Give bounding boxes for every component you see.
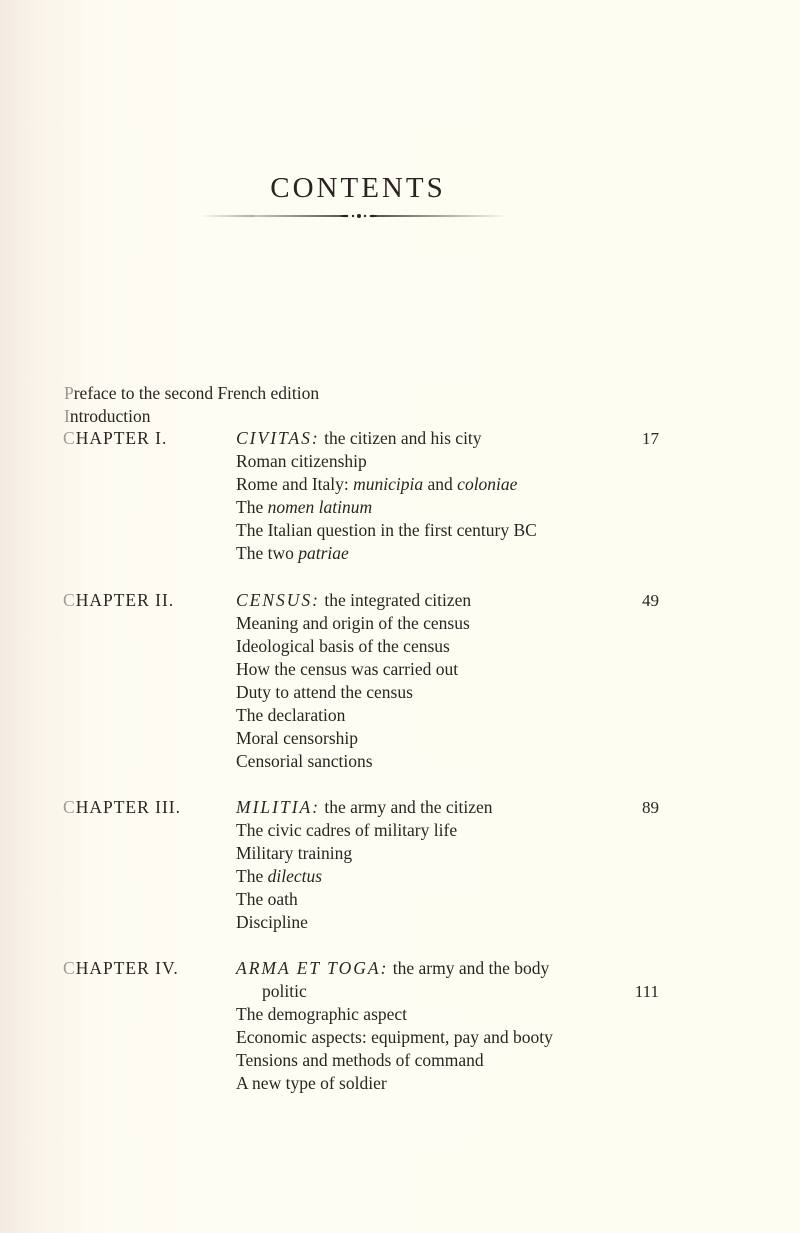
initial-letter: C <box>63 428 76 448</box>
front-matter-item <box>64 405 151 428</box>
section-item <box>236 681 413 704</box>
chapter-number: HAPTER III. <box>75 797 181 817</box>
section-item <box>236 1049 484 1072</box>
section-text: Tensions and methods of command <box>236 1050 484 1070</box>
section-item <box>236 842 352 865</box>
chapter-number: HAPTER II. <box>75 590 175 610</box>
item-text: reface to the second French edition <box>73 383 320 403</box>
section-text: A new type of soldier <box>236 1073 387 1093</box>
page-title: CONTENTS <box>270 172 446 204</box>
section-item <box>236 1026 553 1049</box>
section-item <box>236 519 537 542</box>
latin-term: municipia <box>353 474 424 494</box>
chapter-subtitle: the integrated citizen <box>320 590 472 610</box>
page-number: 17 <box>642 429 659 448</box>
front-matter-item <box>64 382 319 405</box>
section-text: and <box>423 474 458 494</box>
section-item <box>236 1072 387 1095</box>
section-item <box>236 704 345 727</box>
latin-term: coloniae <box>457 474 518 494</box>
section-item <box>236 542 349 565</box>
section-item <box>236 496 372 519</box>
section-text: The civic cadres of military life <box>236 820 458 840</box>
section-text: Censorial sanctions <box>236 751 373 771</box>
initial-letter: P <box>64 383 74 403</box>
latin-term: dilectus <box>267 866 323 886</box>
section-text: How the census was carried out <box>236 659 459 679</box>
section-text: The <box>236 497 268 517</box>
section-text: Moral censorship <box>236 728 358 748</box>
chapter-latin-title: CIVITAS: <box>236 428 320 448</box>
chapter-subtitle: the citizen and his city <box>319 428 482 448</box>
section-text: Duty to attend the census <box>236 682 413 702</box>
section-item <box>236 1003 407 1026</box>
latin-term: patriae <box>298 543 349 563</box>
section-item <box>236 727 358 750</box>
chapter-latin-title: CENSUS: <box>236 590 320 610</box>
section-item <box>236 865 322 888</box>
initial-letter: C <box>63 958 76 978</box>
page-number: 111 <box>634 982 659 1001</box>
initial-letter: C <box>63 797 76 817</box>
chapter-subtitle: the army and the citizen <box>320 797 493 817</box>
chapter-label <box>63 589 174 612</box>
chapter-label <box>63 427 167 450</box>
chapter-label <box>63 957 179 980</box>
chapter-latin-title: ARMA ET TOGA: <box>236 958 389 978</box>
section-text: The Italian question in the first century BC <box>236 520 537 540</box>
chapter-heading <box>236 957 549 980</box>
section-text: Meaning and origin of the census <box>236 613 470 633</box>
chapter-number: HAPTER IV. <box>75 958 179 978</box>
section-item <box>236 612 470 635</box>
section-text: Economic aspects: equipment, pay and booty <box>236 1027 553 1047</box>
chapter-heading <box>236 796 493 819</box>
section-text: Discipline <box>236 912 308 932</box>
section-item <box>236 888 298 911</box>
section-item <box>236 450 367 473</box>
section-item <box>236 635 450 658</box>
section-text: Roman citizenship <box>236 451 367 471</box>
ornamental-rule <box>200 211 518 221</box>
section-text: The two <box>236 543 299 563</box>
section-item <box>236 750 373 773</box>
chapter-number: HAPTER I. <box>75 428 168 448</box>
section-item <box>236 819 457 842</box>
section-text: Military training <box>236 843 353 863</box>
chapter-heading-continued: politic <box>262 981 307 1001</box>
initial-letter: I <box>64 406 70 426</box>
section-item <box>236 911 308 934</box>
chapter-latin-title: MILITIA: <box>236 797 321 817</box>
chapter-subtitle: the army and the body <box>388 958 550 978</box>
page-number: 89 <box>642 798 659 817</box>
chapter-label <box>63 796 181 819</box>
chapter-heading <box>236 589 471 612</box>
initial-letter: C <box>63 590 76 610</box>
item-text: ntroduction <box>69 406 151 426</box>
page-number: 49 <box>642 591 659 610</box>
section-text: Ideological basis of the census <box>236 636 450 656</box>
section-text: The demographic aspect <box>236 1004 408 1024</box>
section-item <box>236 473 517 496</box>
section-text: The <box>236 866 268 886</box>
section-text: Rome and Italy: <box>236 474 354 494</box>
section-text: The declaration <box>236 705 346 725</box>
chapter-heading <box>236 427 482 450</box>
section-text: The oath <box>236 889 298 909</box>
latin-term: nomen latinum <box>267 497 373 517</box>
section-item <box>236 658 458 681</box>
